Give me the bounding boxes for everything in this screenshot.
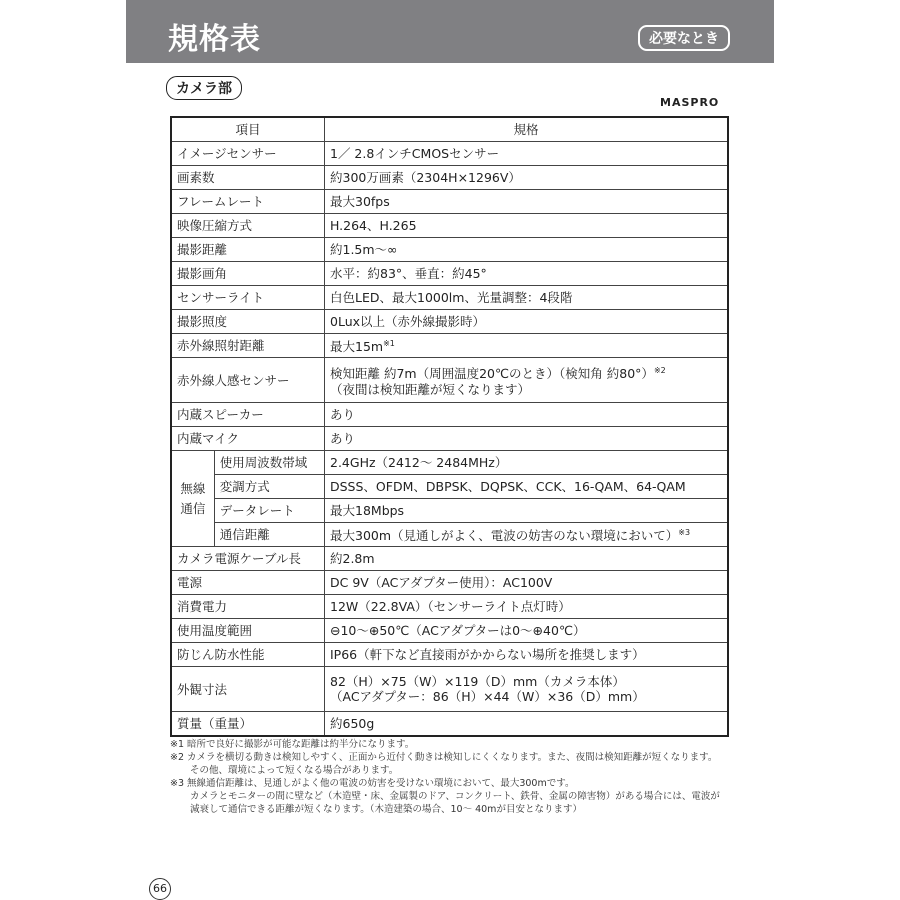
row-value: 12W（22.8VA）（センサーライト点灯時） <box>325 595 729 619</box>
row-label: 撮影距離 <box>171 238 325 262</box>
note: ※2 カメラを横切る動きは検知しやすく、正面から近付く動きは検知しにくくなります。また、夜間は検知距離が短くなります。 <box>170 752 718 763</box>
row-value: 約1.5m〜∞ <box>325 238 729 262</box>
maspro-logo: MASPRO <box>660 96 720 109</box>
row-label: フレームレート <box>171 190 325 214</box>
row-value: IP66（軒下など直接雨がかからない場所を推奨します） <box>325 643 729 667</box>
row-value: DSSS、OFDM、DBPSK、DQPSK、CCK、16-QAM、64-QAM <box>325 475 729 499</box>
row-value: H.264、H.265 <box>325 214 729 238</box>
table-row <box>171 310 728 334</box>
row-value: 最大18Mbps <box>325 499 729 523</box>
row-label: 防じん防水性能 <box>171 643 325 667</box>
row-label: 使用温度範囲 <box>171 619 325 643</box>
table-row <box>171 595 728 619</box>
table-row <box>171 571 728 595</box>
row-label: 外観寸法 <box>171 667 325 712</box>
row-value: 2.4GHz（2412〜 2484MHz） <box>325 451 729 475</box>
table-row <box>171 190 728 214</box>
table-row <box>171 334 728 358</box>
row-value: 検知距離 約7m（周囲温度20℃のとき）（検知角 約80°）$^{※2}$ （夜間は検知距離が短くなります） <box>325 358 729 403</box>
badge-when-needed: 必要なとき <box>638 25 730 51</box>
row-label: データレート <box>214 499 324 523</box>
row-label: 通信距離 <box>214 523 324 547</box>
row-value: 約650g <box>325 712 729 737</box>
page-title: 規格表 <box>168 22 261 57</box>
row-value: 82（H）×75（W）×119（D）mm（カメラ本体） （ACアダプター：86（H）×44（W）×36（D）mm） <box>325 667 729 712</box>
note: 減衰して通信できる距離が短くなります。（木造建築の場合、10〜 40mが目安となります） <box>190 804 582 815</box>
table-row <box>171 667 728 712</box>
table-header-row <box>171 117 728 142</box>
table-row <box>171 214 728 238</box>
row-value: あり <box>325 403 729 427</box>
note: カメラとモニターの間に壁など（木造壁・床、金属製のドア、コンクリート、鉄骨、金属の障害物）がある場合には、電波が <box>190 791 720 802</box>
row-value: 最大300m（見通しがよく、電波の妨害のない環境において）$^{※3}$ <box>325 523 729 547</box>
row-value: DC 9V（ACアダプター使用）：AC100V <box>325 571 729 595</box>
table-row <box>171 286 728 310</box>
row-value: 最大$15m^{※1}$ <box>325 334 729 358</box>
table-row <box>171 142 728 166</box>
row-label: 赤外線人感センサー <box>171 358 325 403</box>
row-value: 1／ 2.8インチCMOSセンサー <box>325 142 729 166</box>
table-row <box>171 547 728 571</box>
footnote-ref: ※3 <box>678 528 691 538</box>
table-row <box>171 358 728 403</box>
row-value: あり <box>325 427 729 451</box>
wireless-group-label: 無線 通信 <box>171 451 214 547</box>
row-label: 映像圧縮方式 <box>171 214 325 238</box>
header-item: 項目 <box>171 117 325 142</box>
row-value: 水平：約83°、垂直：約45° <box>325 262 729 286</box>
table-row <box>171 166 728 190</box>
row-label: 電源 <box>171 571 325 595</box>
table-row <box>171 475 728 499</box>
note: ※3 無線通信距離は、見通しがよく他の電波の妨害を受けない環境において、最大300mです。 <box>170 778 575 789</box>
row-label: 消費電力 <box>171 595 325 619</box>
page-number: 66 <box>149 878 171 900</box>
table-row <box>171 712 728 737</box>
table-row <box>171 238 728 262</box>
table-row <box>171 403 728 427</box>
footnote-ref: ※2 <box>653 366 666 376</box>
row-value: 最大30fps <box>325 190 729 214</box>
footnote-ref: ※1 <box>383 339 395 349</box>
row-label: 質量（重量） <box>171 712 325 737</box>
row-label: 撮影画角 <box>171 262 325 286</box>
row-label: センサーライト <box>171 286 325 310</box>
table-row <box>171 643 728 667</box>
header-bar <box>126 0 774 63</box>
note: その他、環境によって短くなる場合があります。 <box>190 765 399 776</box>
table-row <box>171 427 728 451</box>
table-row <box>171 499 728 523</box>
table-row <box>171 262 728 286</box>
row-label: 内蔵マイク <box>171 427 325 451</box>
row-value: 白色LED、最大1000lm、光量調整：4段階 <box>325 286 729 310</box>
row-label: カメラ電源ケーブル長 <box>171 547 325 571</box>
row-label: 内蔵スピーカー <box>171 403 325 427</box>
table-row <box>171 451 728 475</box>
row-label: 使用周波数帯域 <box>214 451 324 475</box>
footnotes <box>170 738 720 816</box>
note: ※1 暗所で良好に撮影が可能な距離は約半分になります。 <box>170 739 415 750</box>
row-value: 0Lux以上（赤外線撮影時） <box>325 310 729 334</box>
section-label: カメラ部 <box>166 76 242 100</box>
row-label: 撮影照度 <box>171 310 325 334</box>
row-label: 画素数 <box>171 166 325 190</box>
table-row <box>171 523 728 547</box>
header-spec: 規格 <box>325 117 729 142</box>
row-label: 変調方式 <box>214 475 324 499</box>
row-value: ⊖10〜⊕50℃（ACアダプターは0〜⊕40℃） <box>325 619 729 643</box>
table-row <box>171 619 728 643</box>
row-label: イメージセンサー <box>171 142 325 166</box>
spec-table <box>170 116 729 737</box>
row-value: 約300万画素（2304H×1296V） <box>325 166 729 190</box>
row-label: 赤外線照射距離 <box>171 334 325 358</box>
row-value: 約2.8m <box>325 547 729 571</box>
